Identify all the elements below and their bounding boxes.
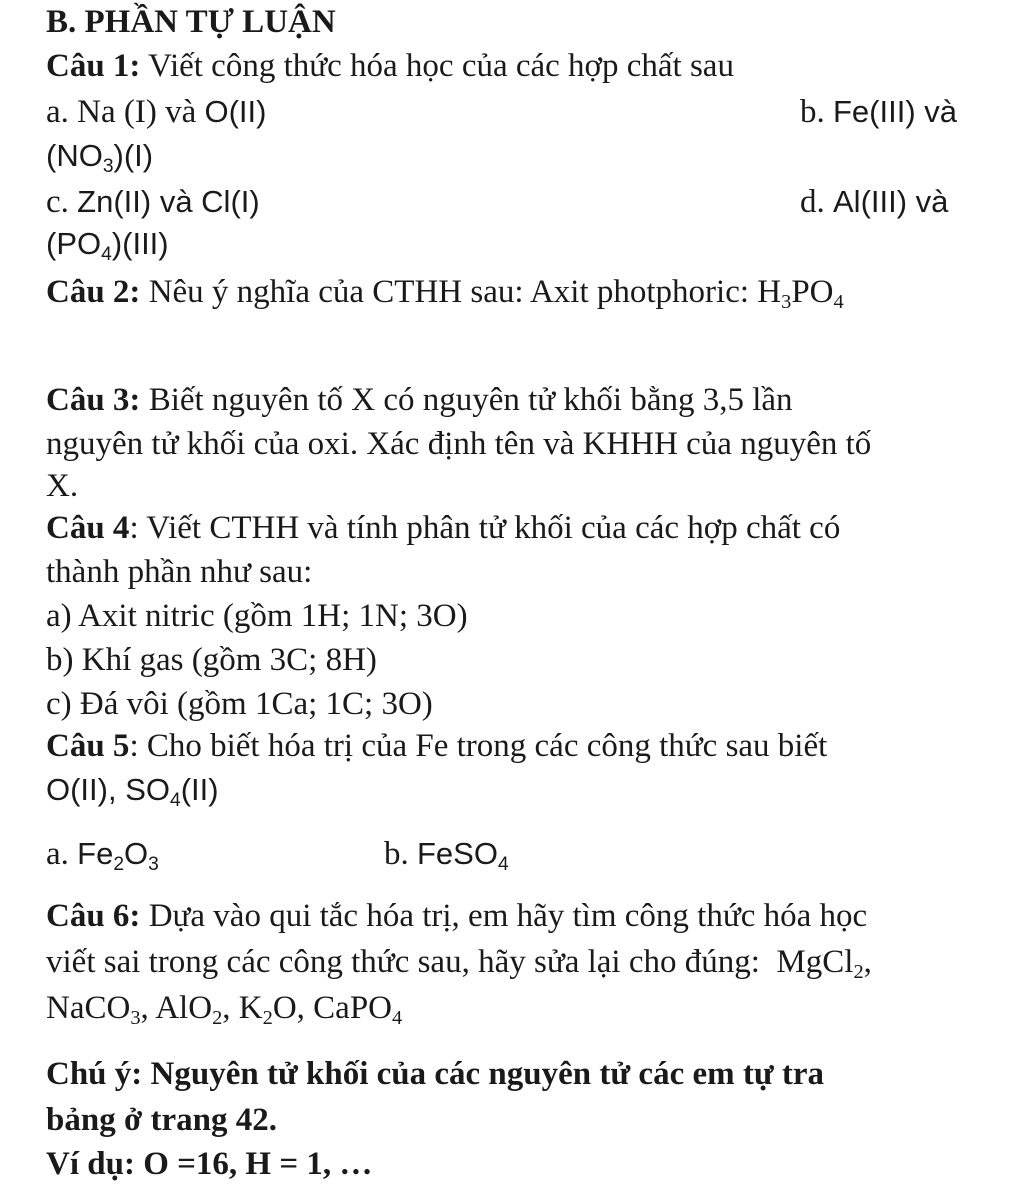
question-3-line-1 (46, 384, 793, 417)
option-d-formula: Al(III) và (833, 184, 949, 219)
formula-part: (II) (180, 772, 219, 807)
question-4-item-b: b) Khí gas (gồm 3C; 8H) (46, 642, 377, 678)
option-a-prefix: a. Na (I) và (46, 94, 205, 130)
formula-part: PO (791, 274, 834, 310)
item-b-prefix: b. (384, 836, 417, 872)
question-5-line-2 (46, 772, 219, 811)
question-4-item-a: a) Axit nitric (gồm 1H; 1N; 3O) (46, 598, 468, 634)
subscript: 3 (781, 291, 792, 314)
section-title: B. PHẦN TỰ LUẬN (46, 4, 336, 40)
formula-part: , AlO (140, 990, 213, 1026)
formula-part: O (124, 836, 149, 871)
question-5-item-b (384, 836, 509, 875)
question-6-label: Câu 6: (46, 898, 141, 934)
question-2-label: Câu 2: (46, 274, 141, 310)
question-1-option-b-continued (46, 138, 154, 177)
item-a-prefix: a. (46, 836, 78, 872)
question-1-heading (46, 50, 734, 83)
question-6-formulas (46, 990, 403, 1030)
formula-part: H (757, 274, 782, 310)
subscript: 3 (102, 155, 114, 177)
subscript: 3 (130, 1007, 141, 1030)
formula-part: )(I) (113, 138, 154, 173)
option-b-prefix: b. (800, 94, 833, 130)
question-6-text: Dựa vào qui tắc hóa trị, em hãy tìm công thức hóa học (140, 898, 868, 934)
question-1-option-b (800, 96, 957, 129)
formula-part: )(III) (111, 226, 169, 261)
question-5-item-a (46, 836, 159, 875)
option-b-formula: Fe(III) và (833, 94, 958, 129)
note-example: Ví dụ: O =16, H = 1, … (46, 1146, 373, 1182)
question-1-option-a (46, 96, 267, 129)
question-5-line-1 (46, 730, 827, 763)
question-1-option-d-continued (46, 226, 169, 265)
question-6-text-2: viết sai trong các công thức sau, hãy sửa lại cho đúng: (46, 944, 777, 980)
question-2-text: Nêu ý nghĩa của CTHH sau: Axit photphoric: (140, 274, 758, 310)
subscript: 2 (262, 1007, 273, 1030)
formula-part: O, CaPO (272, 990, 393, 1026)
formula-part: NaCO (46, 990, 131, 1026)
question-1-label: Câu 1: (46, 48, 141, 84)
subscript: 4 (170, 789, 181, 811)
formula-part: (PO (46, 226, 102, 261)
subscript: 2 (212, 1007, 223, 1030)
subscript: 4 (101, 243, 112, 265)
question-3-label: Câu 3: (46, 382, 141, 418)
option-c-formula: Zn(II) và Cl(I) (77, 184, 260, 219)
option-a-formula: O(II) (204, 94, 267, 129)
question-3-text: Biết nguyên tố X có nguyên tử khối bằng 3,5 lần (140, 382, 793, 418)
note-line-1: Chú ý: Nguyên tử khối của các nguyên tử các em tự tra (46, 1056, 825, 1092)
question-1-option-d (800, 186, 948, 219)
question-2 (46, 274, 844, 314)
question-4-item-c: c) Đá vôi (gồm 1Ca; 1C; 3O) (46, 686, 433, 722)
question-1-text: Viết công thức hóa học của các hợp chất sau (140, 48, 734, 84)
formula-part: , (863, 944, 872, 980)
subscript: 3 (148, 853, 159, 875)
option-d-prefix: d. (800, 184, 833, 220)
question-4-label: Câu 4 (46, 510, 130, 546)
question-6-line-2 (46, 944, 872, 984)
formula-part: , K (222, 990, 263, 1026)
formula-part: MgCl (776, 944, 854, 980)
question-5-label: Câu 5 (46, 728, 130, 764)
question-3-line-3: X. (46, 468, 79, 504)
question-3-line-2: nguyên tử khối của oxi. Xác định tên và KHHH của nguyên tố (46, 426, 872, 462)
formula-part: (NO (46, 138, 103, 173)
subscript: 4 (497, 853, 509, 875)
subscript: 2 (853, 961, 864, 984)
question-4-text: : Viết CTHH và tính phân tử khối của các hợp chất có (129, 510, 841, 546)
question-6-line-1 (46, 900, 867, 933)
question-4-line-2: thành phần như sau: (46, 554, 313, 590)
subscript: 4 (833, 291, 844, 314)
subscript: 2 (113, 853, 125, 875)
formula-part: FeSO (417, 836, 498, 871)
note-line-2: bảng ở trang 42. (46, 1102, 277, 1138)
question-1-option-c (46, 186, 260, 219)
subscript: 4 (392, 1007, 403, 1030)
formula-part: Fe (77, 836, 114, 871)
question-4-line-1 (46, 512, 840, 545)
option-c-prefix: c. (46, 184, 78, 220)
formula-part: O(II), SO (46, 772, 170, 807)
question-5-text: : Cho biết hóa trị của Fe trong các công thức sau biết (129, 728, 828, 764)
